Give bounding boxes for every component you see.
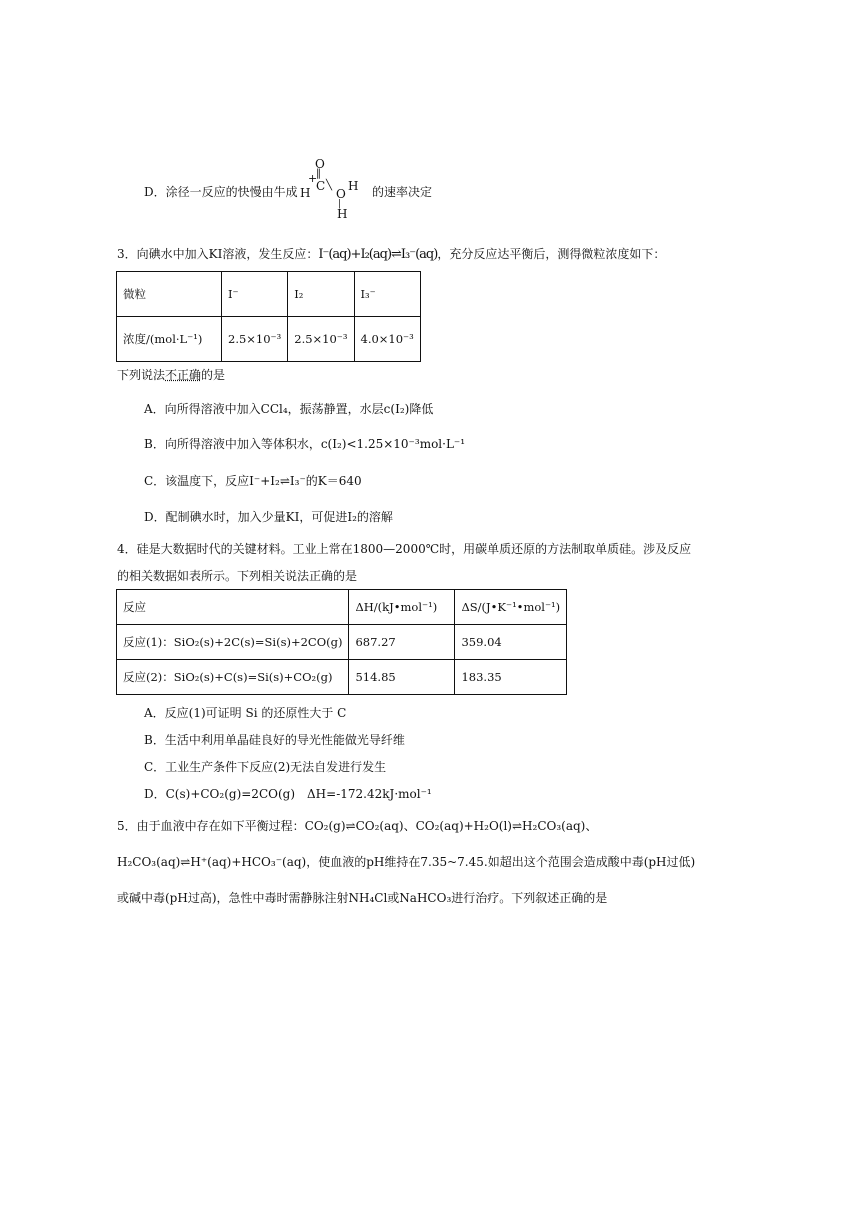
table-row-label: 浓度/(mol·L⁻¹): [117, 317, 222, 362]
q3-concentration-table: [116, 271, 421, 362]
q2-option-d-text: D．涂径一反应的快慢由牛成: [144, 185, 298, 199]
q4-option-d: D．C(s)+CO₂(g)=2CO(g) ΔH=-172.42kJ·mol⁻¹: [144, 787, 432, 801]
mol-oxygen-top: O: [315, 157, 325, 171]
q4-option-b: B．生活中利用单晶硅良好的导光性能做光导纤维: [144, 733, 405, 747]
table-row: [117, 272, 421, 317]
table-row: [117, 625, 567, 660]
table-cell: 514.85: [349, 660, 455, 695]
q4-option-c: C．工业生产条件下反应(2)无法自发进行发生: [144, 760, 387, 774]
q2-option-d-tail: 的速率决定: [372, 185, 433, 199]
q3-prompt: 下列说法不正确的是: [117, 368, 226, 382]
table-cell: 反应(2)：SiO₂(s)+C(s)=Si(s)+CO₂(g): [117, 660, 349, 695]
q4-option-a: A．反应(1)可证明 Si 的还原性大于 C: [144, 706, 347, 720]
formyl-cation-structure: O ‖ + C H ╲ O H | H: [300, 157, 359, 221]
q5-line3: 或碱中毒(pH过高)，急性中毒时需静脉注射NH₄Cl或NaHCO₃进行治疗。下列叙述正确的是: [117, 891, 608, 905]
mol-h-bottom: H: [337, 207, 348, 221]
table-header-cell: ΔH/(kJ•mol⁻¹): [349, 590, 455, 625]
q4-reaction-table: [116, 589, 567, 695]
table-header-cell: 微粒: [117, 272, 222, 317]
q3-option-a: A．向所得溶液中加入CCl₄，振荡静置，水层c(I₂)降低: [144, 402, 434, 416]
table-cell: 2.5×10⁻³: [288, 317, 354, 362]
q3-stem: [117, 246, 665, 263]
table-header-cell: I₃⁻: [354, 272, 420, 317]
q3-stem-after: ，充分反应达平衡后，测得微粒浓度如下：: [437, 247, 666, 261]
q3-stem-before: 3．向碘水中加入KI溶液，发生反应：: [117, 247, 319, 261]
table-header-cell: ΔS/(J•K⁻¹•mol⁻¹): [455, 590, 567, 625]
table-cell: 183.35: [455, 660, 567, 695]
table-cell: 4.0×10⁻³: [354, 317, 420, 362]
table-row: [117, 590, 567, 625]
q4-stem-line1: 4．硅是大数据时代的关键材料。工业上常在1800—2000℃时，用碳单质还原的方法制取单质硅。涉及反应: [117, 542, 692, 556]
table-cell: 687.27: [349, 625, 455, 660]
table-row: [117, 660, 567, 695]
q5-line2: H₂CO₃(aq)⇌H⁺(aq)+HCO₃⁻(aq)，使血液的pH维持在7.35~7.45.如超出这个范围会造成酸中毒(pH过低): [117, 855, 696, 869]
q3-option-b: B．向所得溶液中加入等体积水，c(I₂)<1.25×10⁻³mol·L⁻¹: [144, 437, 466, 451]
table-row: [117, 317, 421, 362]
q3-option-d: D．配制碘水时，加入少量KI，可促进I₂的溶解: [144, 510, 393, 524]
q3-reaction: I⁻(aq)+I₂(aq)⇌I₃⁻(aq): [318, 247, 438, 262]
q2-option-d: [144, 184, 298, 200]
table-header-cell: I⁻: [222, 272, 288, 317]
q5-line1: 5．由于血液中存在如下平衡过程：CO₂(g)⇌CO₂(aq)、CO₂(aq)+H₂O(l)⇌H₂CO₃(aq)、: [117, 819, 598, 833]
q4-stem-line2: 的相关数据如表所示。下列相关说法正确的是: [117, 569, 358, 583]
table-cell: 反应(1)：SiO₂(s)+2C(s)=Si(s)+2CO(g): [117, 625, 349, 660]
q3-option-c: C．该温度下，反应I⁻+I₂⇌I₃⁻的K＝640: [144, 474, 362, 488]
table-cell: 2.5×10⁻³: [222, 317, 288, 362]
table-header-cell: 反应: [117, 590, 349, 625]
mol-plus: +: [308, 172, 318, 185]
table-cell: 359.04: [455, 625, 567, 660]
q3-prompt-emphasis: 不正确: [165, 368, 202, 382]
mol-h-left: H: [300, 186, 311, 200]
mol-oxygen-right: O: [336, 187, 346, 201]
table-header-cell: I₂: [288, 272, 354, 317]
mol-h-top: H: [348, 179, 359, 193]
mol-carbon: C: [316, 179, 326, 193]
